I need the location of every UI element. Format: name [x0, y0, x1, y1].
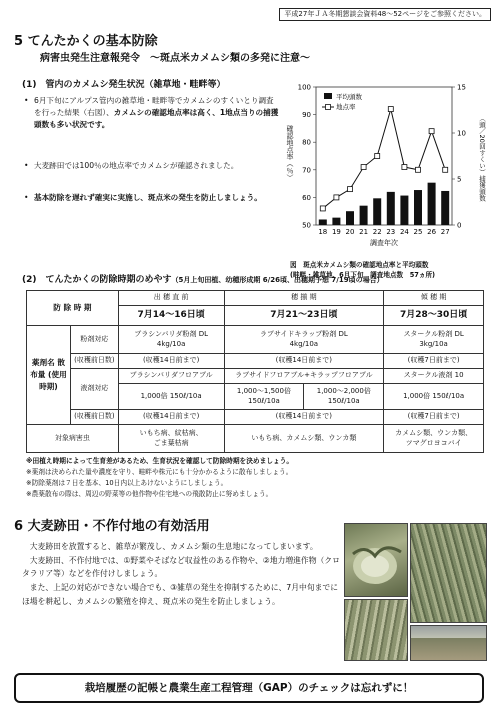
bar-average-count [346, 211, 354, 225]
bullet-3 [24, 192, 279, 204]
bullet-text: 6月下旬にアルプス管内の雑草地・畦畔等でカメムシのすくいとり調査を行った結果（右図）、 [34, 96, 274, 117]
spray-schedule-table [26, 290, 484, 453]
bar-average-count [428, 183, 436, 225]
powder-product [118, 326, 224, 354]
phase-heading: 出 穂 直 前 [118, 291, 224, 306]
product-name: ブラシンバリダ粉剤 DL [134, 330, 209, 339]
line-point [429, 129, 434, 134]
section6-paragraph: また、上記の対応ができない場合でも、③雑草の発生を抑制するために、7月中旬までにほ場を耕起し、カメムシの繁殖を抑え、斑点米の発生を防止しましょう。 [22, 582, 339, 606]
target-pests: カメムシ類、ウンカ類、 ツマグロヨコバイ [384, 425, 484, 453]
section6-paragraph: 大麦跡田を放置すると、雑草が繁茂し、カメムシ類の生息地になってしまいます。 [29, 542, 318, 551]
x-tick-label: 27 [440, 228, 450, 236]
x-tick-label: 21 [359, 228, 369, 236]
y-left-tick-label: 100 [297, 83, 311, 92]
bar-average-count [441, 191, 449, 225]
liquid-rate: 1,000～1,500倍 150ℓ/10a [224, 384, 304, 410]
y-left-axis-label: 確認地点率（％） [286, 125, 294, 181]
soba-field-photo [344, 599, 408, 661]
line-point [348, 187, 353, 192]
note-mark: ※ [26, 457, 33, 465]
y-right-tick-label: 0 [457, 221, 462, 230]
bar-average-count [387, 192, 395, 225]
y-right-tick-label: 5 [457, 175, 462, 184]
bar-average-count [373, 198, 381, 225]
y-left-tick-label: 60 [302, 193, 311, 202]
y-left-tick-label: 90 [302, 111, 311, 120]
phase-heading: 穂 揃 期 [224, 291, 384, 306]
bullet-dot: • [24, 193, 29, 202]
y-left-tick-label: 80 [302, 138, 311, 147]
product-name: スタークル粉剤 DL [403, 330, 464, 339]
note-item [26, 478, 491, 489]
line-point [361, 165, 366, 170]
note-text: 防除薬剤は７日を基本、10日内以上あけないようにしましょう。 [31, 479, 228, 488]
liquid-product: ラブサイドフロアブル+キラップフロアブル [224, 369, 384, 384]
chart-caption-line2: (畦畔・雑草地、6月下旬 調査地点数 57ヵ所) [290, 270, 436, 279]
bar-average-count [414, 190, 422, 225]
table-head-label: 防 除 時 期 [27, 291, 119, 326]
note-item [26, 489, 491, 500]
y-right-tick-label: 15 [457, 83, 466, 92]
bar-average-count [400, 196, 408, 225]
x-tick-label: 26 [427, 228, 437, 236]
bullet-2 [24, 160, 279, 172]
bar-average-count [360, 206, 368, 225]
bullet-dot: • [24, 96, 29, 105]
liquid-product: スタークル液剤 10 [384, 369, 484, 384]
y-left-tick-label: 50 [302, 221, 311, 230]
powder-days: (収穫14日前まで) [224, 354, 384, 369]
line-point [388, 107, 393, 112]
section5-subtitle: 病害虫発生注意報発令 ～斑点米カメムシ類の多発に注意～ [40, 53, 310, 64]
bullet-dot: • [24, 161, 29, 170]
bullet-text: 大麦跡田では100％の地点率でカメムシが確認されました。 [34, 161, 239, 170]
liquid-days: (収穫7日前まで) [384, 410, 484, 425]
bar-average-count [319, 219, 327, 225]
y-left-tick-label: 70 [302, 166, 311, 175]
liquid-rate: 1,000倍 150ℓ/10a [118, 384, 224, 410]
x-tick-label: 18 [318, 228, 328, 236]
liquid-product: ブラシンバリダフロアブル [118, 369, 224, 384]
pesticide-row-group: 薬剤名 散布量 (使用時期) [27, 326, 71, 425]
line-point [443, 167, 448, 172]
product-rate: 3kg/10a [419, 339, 448, 348]
note-mark: ※ [26, 490, 32, 499]
product-name: ラブサイドキラップ粉剤 DL [259, 330, 348, 339]
section6-title: 6 大麦跡田・不作付地の有効活用 [14, 519, 210, 534]
x-tick-label: 23 [386, 228, 396, 236]
powder-label: 粉剤対応 [70, 326, 118, 354]
powder-days: (収穫14日前まで) [118, 354, 224, 369]
powder-days: (収穫7日前まで) [384, 354, 484, 369]
bullet-1 [24, 95, 279, 130]
subsection2-title [22, 274, 492, 286]
product-rate: 4kg/10a [289, 339, 319, 348]
x-tick-label: 22 [372, 228, 382, 236]
x-axis-label: 調査年次 [370, 239, 398, 247]
liquid-label: 液剤対応 [70, 369, 118, 410]
powder-product [384, 326, 484, 354]
note-item [26, 467, 491, 478]
note-text: 薬剤は決められた量や濃度を守り、畦畔や株元にも十分かかるように散布しましょう。 [31, 468, 293, 477]
subsection1-title: (1) 管内のカメムシ発生状況（雑草地・畦畔等） [22, 80, 226, 90]
section6-paragraph: 大麦跡田、不作付地では、①野菜やそばなど収益性のある作物や、②地力増進作物（クロタラリア等）などを作付けしましょう。 [22, 555, 340, 579]
line-point [320, 206, 325, 211]
liquid-days: (収穫14日前まで) [224, 410, 384, 425]
powder-days-label: (収穫前日数) [70, 354, 118, 369]
x-tick-label: 24 [399, 228, 409, 236]
y-right-tick-label: 10 [457, 129, 466, 138]
subsection2-note: （5月上旬田植、幼穂形成期 6/26頃、出穂期予想 7/19頃の場合） [171, 276, 384, 284]
legend-bar-swatch [324, 93, 332, 99]
liquid-rate: 1,000倍 150ℓ/10a [384, 384, 484, 410]
line-point [416, 167, 421, 172]
legend-line-label: 地点率 [336, 103, 356, 111]
note-mark: ※ [26, 479, 32, 488]
legend-bar-label: 平均頭数 [336, 93, 362, 101]
note-mark: ※ [26, 468, 32, 477]
chart-caption-line1: 図 斑点米カメムシ類の確認地点率と平均頭数 [290, 261, 429, 269]
line-detection-rate [323, 109, 445, 208]
powder-product [224, 326, 384, 354]
line-point [402, 165, 407, 170]
gap-reminder-banner: 栽培履歴の記帳と農業生産工程管理（GAP）のチェックは忘れずに！ [14, 673, 484, 703]
plowed-field-photo [410, 625, 487, 661]
section6-body [22, 540, 342, 608]
stinkbug-survey-chart [282, 75, 494, 260]
x-tick-label: 25 [413, 228, 423, 236]
liquid-days: (収穫14日前まで) [118, 410, 224, 425]
bullet-bold-text: カメムシの確認地点率は高く、1地点当りの捕獲頭数も多い状況です。 [34, 107, 279, 129]
legend-line-marker [326, 105, 331, 110]
cabbage-photo [344, 523, 408, 597]
y-right-axis-label: （頭／20回すくい）捕獲頭数 [478, 115, 486, 202]
bullet-bold-text: 基本防除を遅れず確実に実施し、斑点米の発生を防止しましょう。 [34, 193, 262, 202]
bar-average-count [332, 218, 340, 225]
phase-date: 7月21～23日頃 [224, 306, 384, 326]
phase-date: 7月14～16日頃 [118, 306, 224, 326]
x-tick-label: 20 [345, 228, 355, 236]
target-pests: いもち病、カメムシ類、ウンカ類 [224, 425, 384, 453]
liquid-days-label: (収穫前日数) [70, 410, 118, 425]
section5-title: 5 てんたかくの基本防除 [14, 34, 158, 49]
liquid-rate: 1,000～2,000倍 150ℓ/10a [304, 384, 384, 410]
phase-heading: 傾 穂 期 [384, 291, 484, 306]
x-tick-label: 19 [331, 228, 341, 236]
target-pest-label: 対象病害虫 [27, 425, 119, 453]
crotalaria-field-photo [410, 523, 487, 623]
reference-note: 平成27年ＪＡ冬期懇談会資料48～52ページをご参照ください。 [279, 8, 491, 21]
subsection2-heading: (2) てんたかくの防除時期のめやす [22, 275, 172, 285]
note-text: 農薬散布の際は、周辺の野菜等の他作物や住宅地への飛散防止に努めましょう。 [31, 490, 273, 499]
note-text: 田植え時期によって生育差があるため、生育状況を確認して防除時期を決めましょう。 [32, 457, 294, 465]
product-rate: 4kg/10a [156, 339, 186, 348]
phase-date: 7月28～30日頃 [384, 306, 484, 326]
note-item [26, 456, 491, 467]
notes-list [26, 456, 491, 500]
target-pests: いもち病、紋枯病、 ごま葉枯病 [118, 425, 224, 453]
line-point [375, 154, 380, 159]
line-point [334, 195, 339, 200]
